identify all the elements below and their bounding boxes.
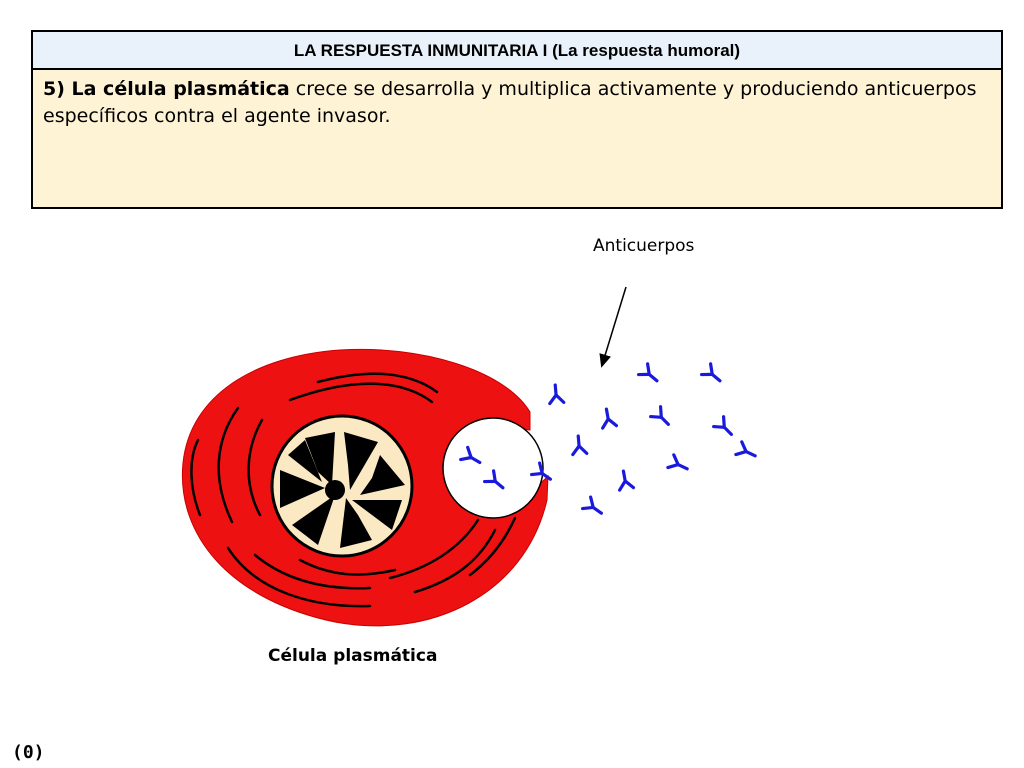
secretory-vesicle bbox=[443, 418, 543, 518]
antibody-icon bbox=[668, 455, 690, 475]
antibody-icon bbox=[600, 408, 617, 428]
page-title: LA RESPUESTA INMUNITARIA I (La respuesta humoral) bbox=[33, 32, 1001, 70]
antibody-icon bbox=[617, 470, 634, 490]
antibody-icon bbox=[651, 407, 674, 430]
antibody-icon bbox=[639, 364, 662, 386]
description-rest: crece se desarrolla y multiplica activamente y produciendo anticuerpos específicos contra el agente invasor. bbox=[43, 78, 977, 127]
pointer-arrow bbox=[603, 287, 626, 362]
antibody-icon bbox=[736, 442, 758, 462]
cell-label: Célula plasmática bbox=[268, 646, 438, 666]
description-bold: 5) La célula plasmática bbox=[43, 78, 290, 100]
antibody-icon bbox=[583, 497, 606, 519]
antibodies-label: Anticuerpos bbox=[593, 236, 695, 256]
antibody-icon bbox=[702, 364, 725, 386]
antibody-icon bbox=[714, 417, 737, 440]
antibody-icon bbox=[548, 384, 564, 403]
antibody-icon bbox=[571, 435, 587, 454]
slide-number: (0) bbox=[12, 742, 45, 763]
